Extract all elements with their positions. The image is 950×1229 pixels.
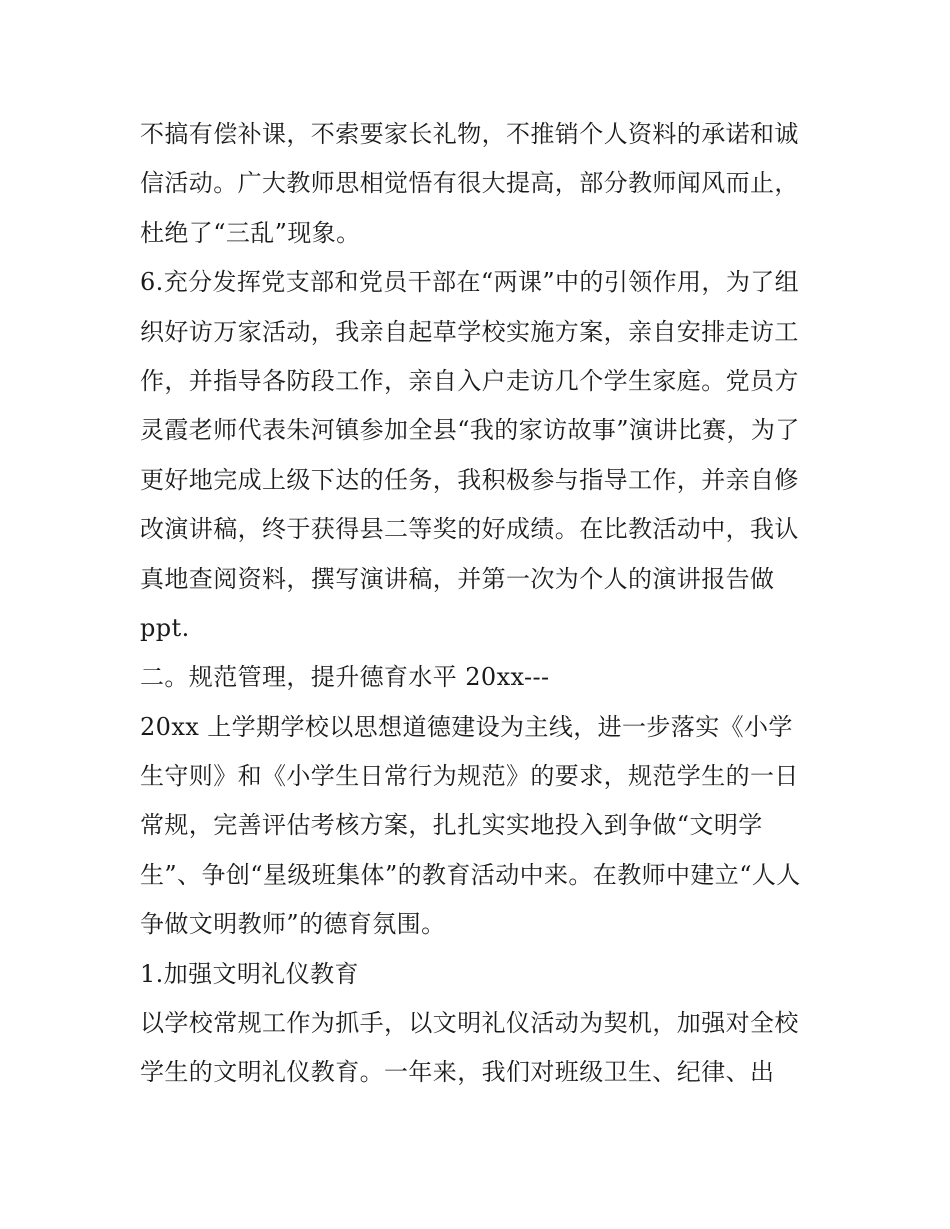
text-line: ppt. [140, 613, 190, 642]
text-line: 织好访万家活动，我亲自起草学校实施方案，亲自安排走访工 [140, 317, 799, 346]
text-line: 20xx 上学期学校以思想道德建设为主线，进一步落实《小学 [140, 712, 793, 741]
text-line: 生”、争创“星级班集体”的教育活动中来。在教师中建立“人人 [140, 860, 801, 889]
text-line: 常规，完善评估考核方案，扎扎实实地投入到争做“文明学 [140, 811, 763, 840]
section-heading: 二。规范管理，提升德育水平 20xx--- [140, 663, 550, 692]
text-line: 杜绝了“三乱”现象。 [140, 218, 361, 247]
subsection-heading: 1.加强文明礼仪教育 [140, 959, 359, 988]
text-line: 不搞有偿补课，不索要家长礼物，不推销个人资料的承诺和诚 [140, 120, 799, 148]
text-line: 真地查阅资料，撰写演讲稿，并第一次为个人的演讲报告做 [140, 564, 775, 593]
text-line: 生守则》和《小学生日常行为规范》的要求，规范学生的一日 [140, 762, 799, 791]
text-line: 信活动。广大教师思相觉悟有很大提高，部分教师闻风而止， [140, 169, 799, 198]
text-line: 改演讲稿，终于获得县二等奖的好成绩。在比教活动中，我认 [140, 515, 799, 544]
text-line: 6.充分发挥党支部和党员干部在“两课”中的引领作用，为了组 [140, 268, 800, 297]
text-line: 更好地完成上级下达的任务，我积极参与指导工作，并亲自修 [140, 465, 799, 494]
text-line: 灵霞老师代表朱河镇参加全县“我的家访故事”演讲比赛，为了 [140, 416, 800, 445]
text-line: 以学校常规工作为抓手，以文明礼仪活动为契机，加强对全校 [140, 1009, 799, 1038]
text-line: 争做文明教师”的德育氛围。 [140, 910, 446, 939]
text-line: 学生的文明礼仪教育。一年来，我们对班级卫生、纪律、出 [140, 1058, 775, 1087]
document-body [140, 110, 820, 1098]
text-line: 作，并指导各防段工作，亲自入户走访几个学生家庭。党员方 [140, 366, 799, 395]
